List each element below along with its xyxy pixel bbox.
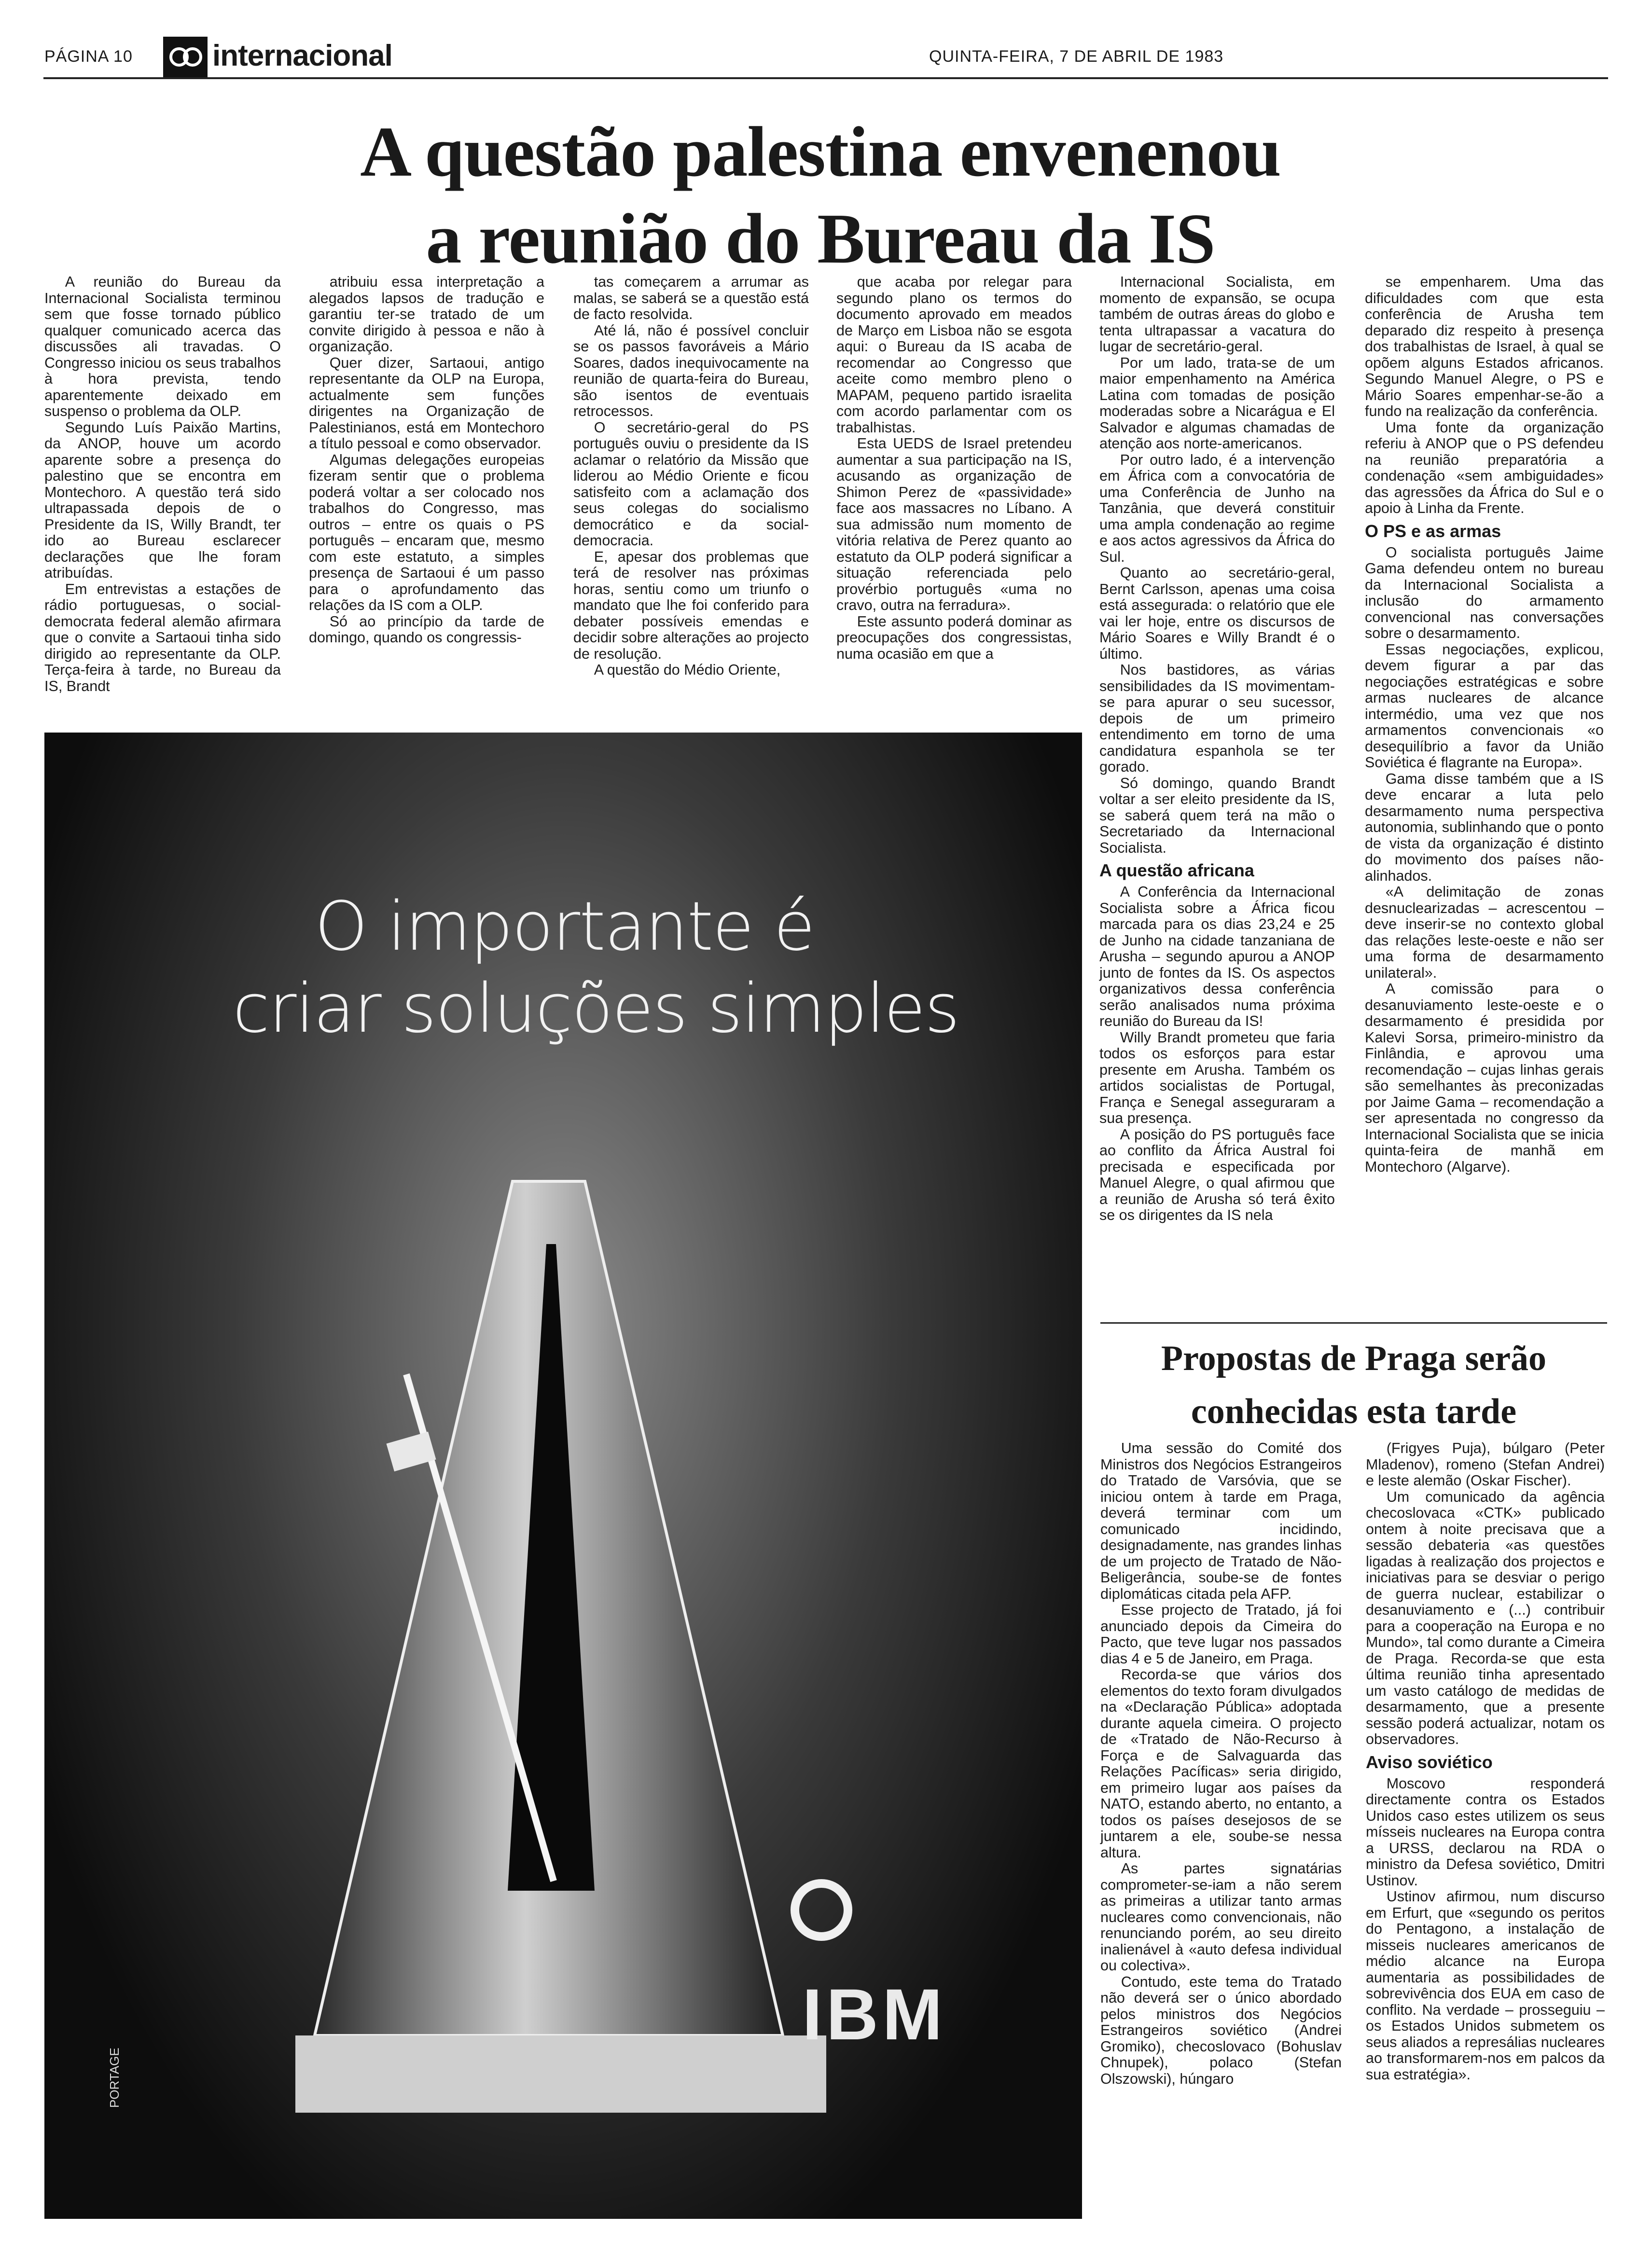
paragraph: Por outro lado, é a intervenção em África com a convocatória de uma Conferência de Junho na Tanzânia, que deverá constituir uma ampla condenação ao regime e aos actos agressivos da África do Sul. <box>1099 451 1335 565</box>
main-article-column-3 <box>573 274 809 678</box>
paragraph: A Conferência da Internacional Socialista sobre a África ficou marcada para os dias 23,24 e 25 de Junho na cidade tanzaniana de Arusha – segundo apurou a ANOP junto de fontes da IS. Os aspectos organizativos dessa conferência serão analisados numa próxima reunião do Bureau da IS! <box>1099 884 1335 1029</box>
second-headline <box>1100 1332 1607 1438</box>
paragraph: Recorda-se que vários dos elementos do texto foram divulgados na «Declaração Pública» adoptada durante aquela cimeira. O projecto de «Tratado de Não-Recurso à Força e de Salvaguarda das Relações Pacíficas» seria dirigido, em primeiro lugar aos países da NATO, estando aberto, no entanto, a todos os países desejosos de se juntarem a ele, soube-se nessa altura. <box>1100 1666 1342 1861</box>
subheading-ps-arms: O PS e as armas <box>1365 521 1501 541</box>
paragraph: Esse projecto de Tratado, já foi anunciado depois da Cimeira do Pacto, que teve lugar nos passados dias 4 e 5 de Janeiro, em Praga. <box>1100 1602 1342 1667</box>
page-number: PÁGINA 10 <box>44 47 133 66</box>
paragraph: Ustinov afirmou, num discurso em Erfurt, que «segundo os peritos do Pentagono, a instalação de misseis nucleares americanos de médio alcance na Europa aumentaria as possibilidades de sobrevivência dos EUA em caso de conflito. Na verdade – prosseguiu – os Estados Unidos submetem os seus aliados a represálias nucleares ao transformarem-nos em palcos da sua estratégia». <box>1366 1888 1605 2083</box>
second-article-rule <box>1100 1322 1607 1324</box>
main-article-column-5 <box>1099 274 1335 1224</box>
paragraph: Essas negociações, explicou, devem figurar a par das negociações estratégicas e sobre armas nucleares de alcance intermédio, uma vez que nos armamentos convencionais «o desequilíbrio a favor da União Soviética é flagrante na Europa». <box>1365 641 1604 771</box>
paragraph: Internacional Socialista, em momento de expansão, se ocupa também de outras áreas do globo e tenta ultrapassar a vacatura do lugar de secretário-geral. <box>1099 274 1335 355</box>
paragraph: (Frigyes Puja), búlgaro (Peter Mladenov), romeno (Stefan Andrei) e leste alemão (Oskar Fischer). <box>1366 1440 1605 1489</box>
paragraph: Um comunicado da agência checoslovaca «CTK» publicado ontem à noite precisava que a sessão debateria «as questões ligadas à realização dos projectos e iniciativas para se desviar o perigo de guerra nuclear, estabilizar o desanuviamento e (...) contribuir para a cooperação na Europa e no Mundo», tal como durante a Cimeira de Praga. Recorda-se que esta última reunião tinha apresentado um vasto catálogo de medidas de desarmamento, que a presente sessão poderá actualizar, notam os observadores. <box>1366 1488 1605 1747</box>
issue-date: QUINTA-FEIRA, 7 DE ABRIL DE 1983 <box>929 47 1224 66</box>
second-headline-line1: Propostas de Praga serão <box>1161 1339 1547 1378</box>
logo-mark-icon <box>168 42 202 71</box>
ad-agency-credit: PORTAGE <box>107 2048 122 2108</box>
ibm-logo: IBM <box>802 1974 946 2055</box>
second-headline-line2: conhecidas esta tarde <box>1191 1392 1517 1431</box>
newspaper-logo <box>163 37 208 77</box>
paragraph: que acaba por relegar para segundo plano os termos do documento aprovado em meados de Março em Lisboa não se esgota aqui: o Bureau da IS acaba de recomendar ao Congresso que aceite como membro pleno o MAPAM, pequeno partido israelita com acordo parlamentar com os trabalhistas. <box>836 274 1072 436</box>
paragraph: E, apesar dos problemas que terá de resolver nas próximas horas, sentiu como um triunfo o mandato que lhe foi conferido para debater possíveis emendas e decidir sobre alterações ao projecto de resolução. <box>573 548 809 662</box>
paragraph: Este assunto poderá dominar as preocupações dos congressistas, numa ocasião em que a <box>836 613 1072 662</box>
paragraph: Por um lado, trata-se de um maior empenhamento na América Latina com tomadas de posição moderadas sobre a Nicarágua e El Salvador e algumas chamadas de atenção aos norte-americanos. <box>1099 354 1335 452</box>
paragraph: Só domingo, quando Brandt voltar a ser eleito presidente da IS, se saberá quem terá na mão o Secretariado da Internacional Socialista. <box>1099 775 1335 856</box>
subheading-african-question: A questão africana <box>1099 860 1254 880</box>
paragraph: A posição do PS português face ao conflito da África Austral foi precisada e especificada por Manuel Alegre, o qual afirmou que a reunião de Arusha só terá êxito se os dirigentes da IS nela <box>1099 1126 1335 1223</box>
main-headline <box>241 109 1400 282</box>
paragraph: Esta UEDS de Israel pretendeu aumentar a sua participação na IS, acusando as organização de Shimon Perez de «passividade» face aos massacres no Líbano. A sua admissão num momento de vitória relativa de Perez quanto ao estatuto da OLP poderá significar a situação referenciada pelo provérbio português «uma no cravo, outra na ferradura». <box>836 435 1072 613</box>
paragraph: As partes signatárias comprometer-se-iam a não serem as primeiras a utilizar tanto armas nucleares como convencionais, não renunciando porém, ao seu direito inalienável à «auto defesa individual ou colectiva». <box>1100 1860 1342 1974</box>
paragraph: «A delimitação de zonas desnuclearizadas – acrescentou – deve inserir-se no contexto global das relações leste-oeste e não ser uma forma de desarmamento unilateral». <box>1365 884 1604 981</box>
paragraph: Willy Brandt prometeu que faria todos os esforços para estar presente em Arusha. Também os artidos socialistas de Portugal, França e Senegal asseguraram a sua presença. <box>1099 1029 1335 1126</box>
header-rule <box>43 77 1608 79</box>
paragraph: A questão do Médio Oriente, <box>594 662 781 678</box>
paragraph: Uma fonte da organização referiu à ANOP que o PS defendeu na reunião preparatória a condenação «sem ambiguidades» das agressões da África do Sul e o apoio à Linha da Frente. <box>1365 419 1604 516</box>
second-article-column-2 <box>1366 1440 1605 2083</box>
paragraph: Quanto ao secretário-geral, Bernt Carlsson, apenas uma coisa está assegurada: o relatório que ele vai ler hoje, entre os discursos de Mário Soares e Willy Brandt é o último. <box>1099 565 1335 662</box>
main-headline-line1: A questão palestina envenenou <box>360 112 1281 192</box>
main-article-column-4 <box>836 274 1072 662</box>
paragraph: Nos bastidores, as várias sensibilidades da IS movimentam-se para apurar o seu sucessor, depois de um primeiro entendimento em torno de uma candidatura espanhola se ter gorado. <box>1099 662 1335 775</box>
section-title: internacional <box>212 39 392 72</box>
main-headline-line2: a reunião do Bureau da IS <box>426 199 1215 278</box>
paragraph: Em entrevistas a estações de rádio portuguesas, o social-democrata federal alemão afirmara que o convite a Sartaoui tinha sido dirigido ao representante da OLP. Terça-feira à tarde, no Bureau da IS, Brandt <box>44 581 281 694</box>
paragraph: Segundo Luís Paixão Martins, da ANOP, houve um acordo aparente sobre a presença do palestino que se encontra em Montechoro. A questão terá sido ultrapassada depois de o Presidente da IS, Willy Brandt, ter ido ao Bureau esclarecer declarações que lhe foram atribuídas. <box>44 419 281 581</box>
second-article-column-1 <box>1100 1440 1342 2087</box>
main-article-column-2 <box>309 274 544 646</box>
paragraph: A reunião do Bureau da Internacional Socialista terminou sem que fosse tornado público qualquer comunicado acerca das discussões ali travadas. O Congresso iniciou os seus trabalhos à hora prevista, tendo aparentemente deixado em suspenso o problema da OLP. <box>44 274 281 419</box>
paragraph: Algumas delegações europeias fizeram sentir que o problema poderá voltar a ser colocado nos trabalhos do Congresso, mas outros – entre os quais o PS português – encaram que, mesmo com este estatuto, a simples presença de Sartaoui é um passo para o aprofundamento das relações da IS com a OLP. <box>309 451 544 613</box>
paragraph: Até lá, não é possível concluir se os passos favoráveis a Mário Soares, dados inequivocamente na reunião de quarta-feira do Bureau, são isentos de eventuais retrocessos. <box>573 322 809 419</box>
paragraph: Só ao princípio da tarde de domingo, quando os congressis- <box>309 613 544 646</box>
subheading-soviet-warning: Aviso soviético <box>1366 1752 1493 1772</box>
ad-slogan-line2: criar soluções simples <box>233 969 959 1048</box>
paragraph: atribuiu essa interpretação a alegados lapsos de tradução e garantiu ter-se tratado de um convite dirigido à pessoa e não à organização. <box>309 274 544 355</box>
ad-slogan-line1: O importante é <box>315 887 815 966</box>
paragraph: Contudo, este tema do Tratado não deverá ser o único abordado pelos ministros dos Negócios Estrangeiros soviético (Andrei Gromiko), checoslovaco (Bohuslav Chnupek), polaco (Stefan Olszowski), húngaro <box>1100 1973 1342 2087</box>
paragraph: Quer dizer, Sartaoui, antigo representante da OLP na Europa, actualmente sem funções dirigentes na Organização de Palestinianos, está em Montechoro a título pessoal e como observador. <box>309 354 544 452</box>
paragraph: A comissão para o desanuviamento leste-oeste e o desarmamento é presidida por Kalevi Sorsa, primeiro-ministro da Finlândia, e aprovou uma recomendação – cujas linhas gerais são semelhantes às preconizadas por Jaime Gama – recomendação a ser apresentada no congresso da Internacional Socialista que se inicia quinta-feira de manhã em Montechoro (Algarve). <box>1365 981 1604 1175</box>
paragraph: O socialista português Jaime Gama defendeu ontem no bureau da Internacional Socialista a inclusão do armamento convencional nas conversações sobre o desarmamento. <box>1365 544 1604 641</box>
paragraph: se empenharem. Uma das dificuldades com que esta conferência de Arusha tem deparado diz respeito à presença dos trabalhistas de Israel, à qual se opõem alguns Estados africanos. Segundo Manuel Alegre, o PS e Mário Soares empenhar-se-ão a fundo na realização da conferência. <box>1365 274 1604 419</box>
paragraph: tas começarem a arrumar as malas, se saberá se a questão está de facto resolvida. <box>573 274 809 322</box>
paragraph: O secretário-geral do PS português ouviu o presidente da IS aclamar o relatório da Missão que liderou ao Médio Oriente e ficou satisfeito com a aclamação dos seus colegas do socialismo democrático e da social-democracia. <box>573 419 809 549</box>
main-article-column-1 <box>44 274 281 694</box>
ibm-advertisement <box>44 733 1082 2219</box>
main-article-column-6 <box>1365 274 1604 1175</box>
paragraph: Gama disse também que a IS deve encarar a luta pelo desarmamento numa perspectiva autonomia, sublinhando que o ponto de vista da organização é distinto do movimento dos países não-alinhados. <box>1365 770 1604 884</box>
paragraph: Moscovo responderá directamente contra os Estados Unidos caso estes utilizem os seus mísseis nucleares na Europa contra a URSS, declarou na RDA o ministro da Defesa soviético, Dmitri Ustinov. <box>1366 1775 1605 1889</box>
paragraph: Uma sessão do Comité dos Ministros dos Negócios Estrangeiros do Tratado de Varsóvia, que se iniciou ontem à tarde em Praga, deverá terminar com um comunicado incidindo, designadamente, nas grandes linhas de um projecto de Tratado de Não-Beligerância, soube-se de fontes diplomáticas citada pela AFP. <box>1100 1440 1342 1602</box>
